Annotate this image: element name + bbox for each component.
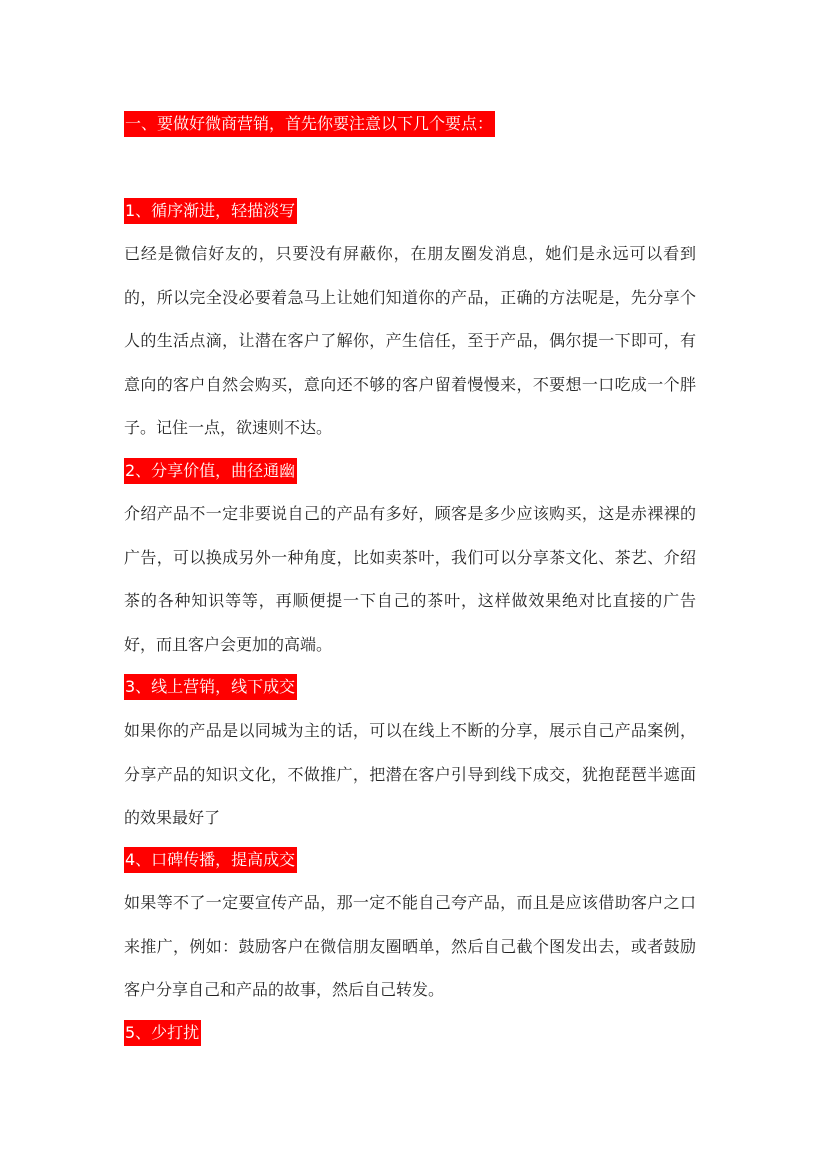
section-4-body: 如果等不了一定要宣传产品，那一定不能自己夸产品，而且是应该借助客户之口来推广，例如：鼓励客户在微信朋友圈晒单，然后自己截个图发出去，或者鼓励客户分享自己和产品的故事，然后自己转发。 xyxy=(124,893,696,999)
main-heading: 一、要做好微商营销，首先你要注意以下几个要点： xyxy=(124,111,495,137)
section-2-body: 介绍产品不一定非要说自己的产品有多好，顾客是多少应该购买，这是赤裸裸的广告，可以换成另外一种角度，比如卖茶叶，我们可以分享茶文化、茶艺、介绍茶的各种知识等等，再顺便提一下自己的茶叶，这样做效果绝对比直接的广告好，而且客户会更加的高端。 xyxy=(124,504,696,654)
section-5-title: 5、少打扰 xyxy=(124,1020,201,1046)
section-4-title: 4、口碑传播，提高成交 xyxy=(124,847,297,873)
section-1-title: 1、循序渐进，轻描淡写 xyxy=(124,198,297,224)
section-3-title: 3、线上营销，线下成交 xyxy=(124,674,297,700)
section-1-body: 已经是微信好友的，只要没有屏蔽你，在朋友圈发消息，她们是永远可以看到的，所以完全没必要着急马上让她们知道你的产品，正确的方法呢是，先分享个人的生活点滴，让潜在客户了解你，产生信任，至于产品，偶尔提一下即可，有意向的客户自然会购买，意向还不够的客户留着慢慢来，不要想一口吃成一个胖子。记住一点，欲速则不达。 xyxy=(124,244,696,437)
section-2-title: 2、分享价值，曲径通幽 xyxy=(124,458,297,484)
section-3-body: 如果你的产品是以同城为主的话，可以在线上不断的分享，展示自己产品案例，分享产品的知识文化，不做推广，把潜在客户引导到线下成交，犹抱琵琶半遮面的效果最好了 xyxy=(124,721,696,827)
